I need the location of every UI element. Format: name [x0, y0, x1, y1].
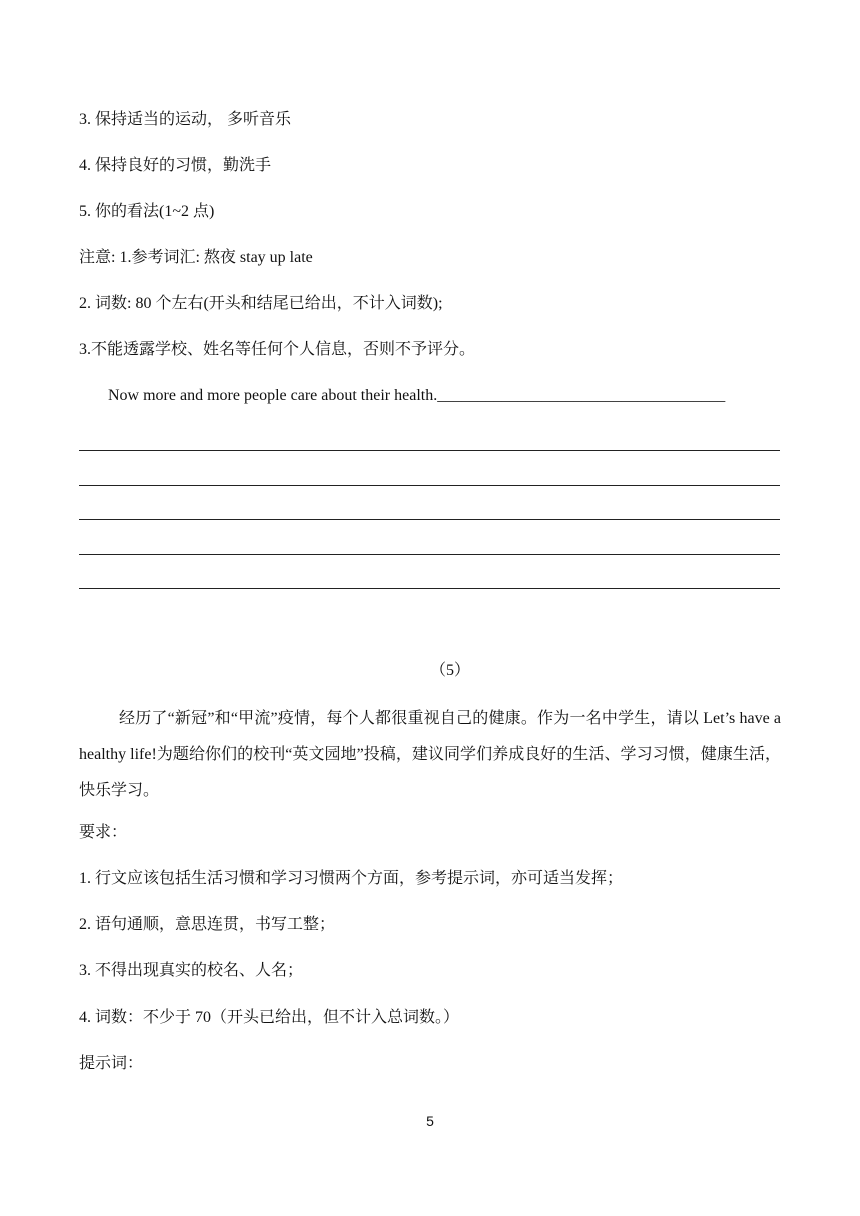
- item-4: 4. 保持良好的习惯，勤洗手: [79, 157, 272, 174]
- page-number: 5: [426, 1113, 434, 1129]
- note-1: 注意: 1.参考词汇: 熬夜 stay up late: [79, 249, 313, 266]
- writing-line: [79, 485, 780, 486]
- hint-label: 提示词：: [79, 1055, 144, 1072]
- requirement-4: 4. 词数：不少于 70（开头已给出，但不计入总词数。）: [79, 1009, 460, 1026]
- item-5: 5. 你的看法(1~2 点): [79, 203, 215, 220]
- requirement-3: 3. 不得出现真实的校名、人名；: [79, 962, 304, 979]
- writing-line: [79, 554, 780, 555]
- requirement-1: 1. 行文应该包括生活习惯和学习习惯两个方面，参考提示词，亦可适当发挥；: [79, 870, 624, 887]
- note-2: 2. 词数: 80 个左右(开头和结尾已给出，不计入词数);: [79, 295, 443, 312]
- section-heading: （5）: [429, 662, 470, 679]
- writing-line: [79, 588, 780, 589]
- item-3: 3. 保持适当的运动， 多听音乐: [79, 111, 292, 128]
- essay-start-line: Now more and more people care about their health.____________________________________: [108, 387, 726, 404]
- writing-line: [79, 519, 780, 520]
- requirement-2: 2. 语句通顺，意思连贯，书写工整；: [79, 916, 336, 933]
- section-prompt: 经历了“新冠”和“甲流”疫情，每个人都很重视自己的健康。作为一名中学生，请以 Let’s have a healthy life!为题给你们的校刊“英文园地”投稿，建议同学们养成良好的生活、学习习惯，健康生活，快乐学习。: [79, 710, 781, 799]
- note-3: 3.不能透露学校、姓名等任何个人信息，否则不予评分。: [79, 341, 476, 358]
- writing-line: [79, 450, 780, 451]
- requirements-label: 要求：: [79, 824, 128, 841]
